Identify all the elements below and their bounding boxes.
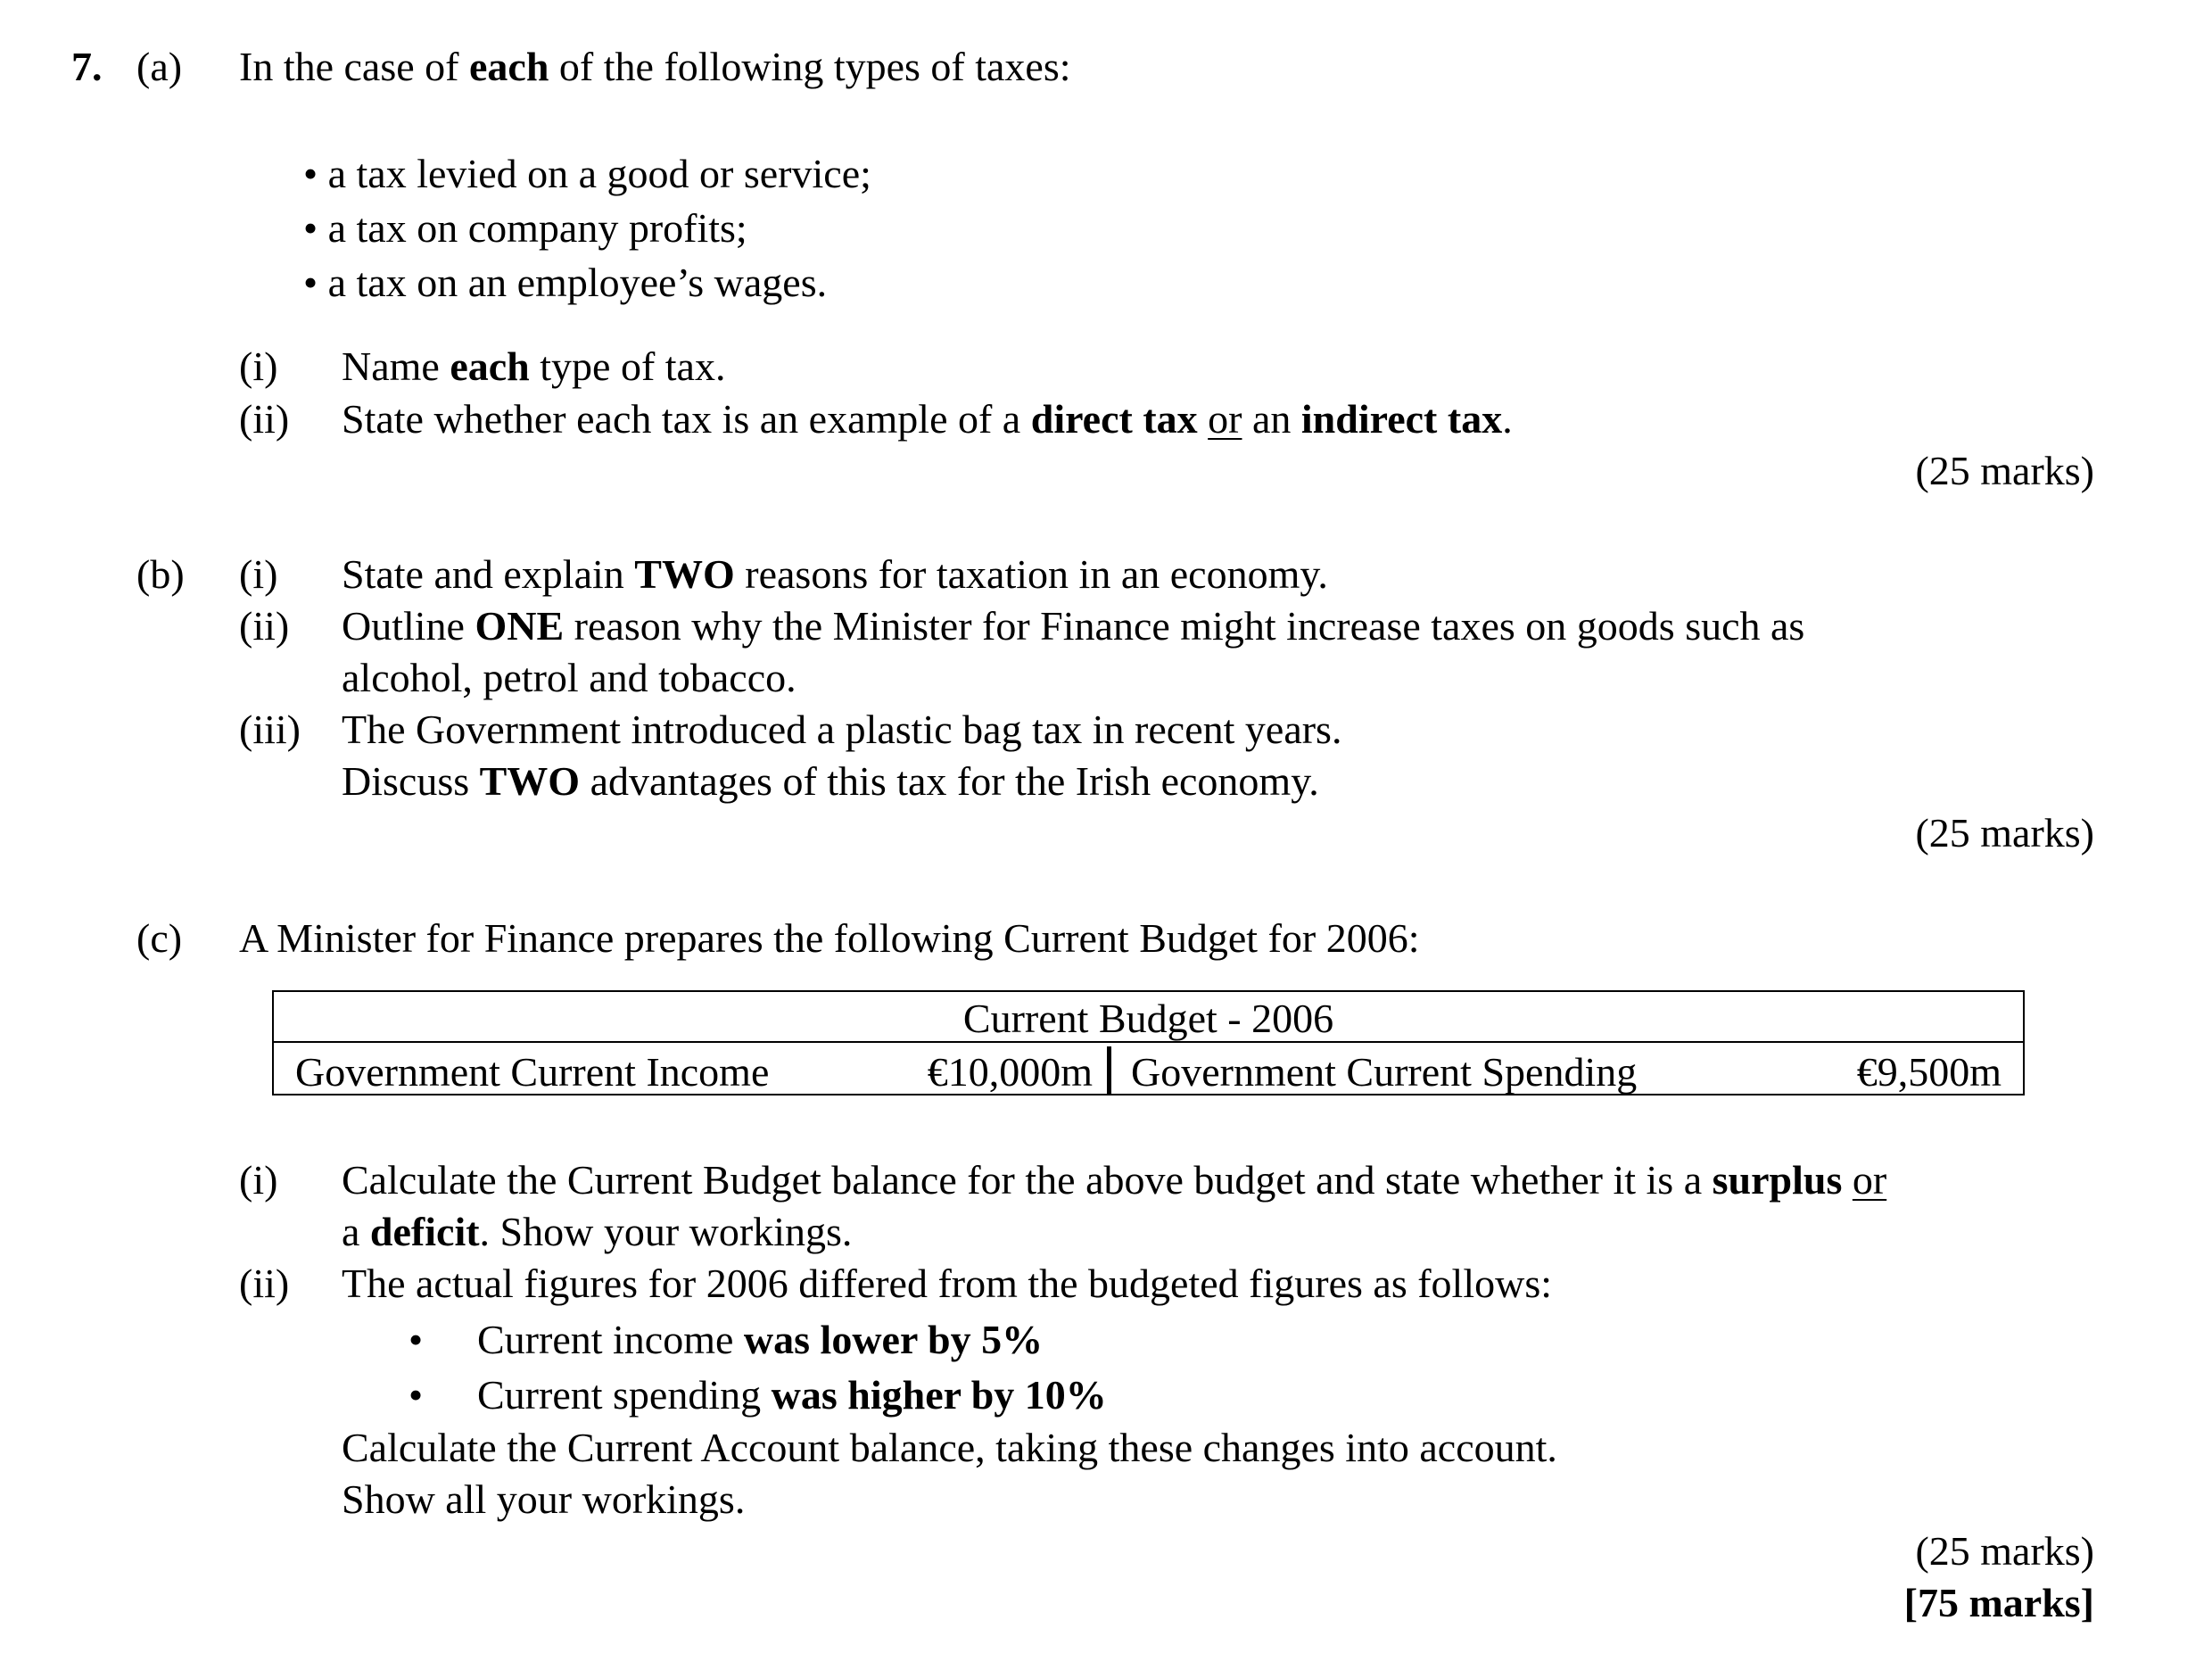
bullet-icon: • — [303, 205, 318, 251]
table-divider — [1107, 1046, 1111, 1095]
part-b-label: (b) — [136, 551, 185, 597]
bullet-icon: • — [303, 260, 318, 305]
income-value: €10,000m — [927, 1049, 1093, 1095]
current-budget-table — [272, 990, 2025, 1095]
part-c-ii-line3: Show all your workings. — [342, 1476, 746, 1522]
part-b-iii-line2: Discuss TWO advantages of this tax for the Irish economy. — [342, 758, 1319, 804]
part-b-ii-label: (ii) — [239, 603, 290, 649]
part-b-ii-line2: alcohol, petrol and tobacco. — [342, 655, 796, 700]
part-a-bullet: • a tax on an employee’s wages. — [303, 260, 828, 305]
part-c-ii-line2: Calculate the Current Account balance, taking these changes into account. — [342, 1425, 1557, 1470]
part-c-bullet-income: Current income was lower by 5% — [477, 1317, 1044, 1362]
income-label: Government Current Income — [295, 1049, 770, 1095]
part-a-intro: In the case of each of the following types of taxes: — [239, 44, 1071, 89]
part-c-intro: A Minister for Finance prepares the following Current Budget for 2006: — [239, 915, 1420, 961]
bullet-icon: • — [303, 151, 318, 196]
part-a-i-text: Name each type of tax. — [342, 343, 726, 389]
spending-label: Government Current Spending — [1131, 1049, 1638, 1095]
part-b-i-label: (i) — [239, 551, 278, 597]
part-c-i-label: (i) — [239, 1157, 278, 1203]
bullet-icon: • — [409, 1317, 424, 1362]
part-c-ii-label: (ii) — [239, 1261, 290, 1306]
part-c-ii-line1: The actual figures for 2006 differed from the budgeted figures as follows: — [342, 1261, 1552, 1306]
part-a-ii-label: (ii) — [239, 396, 290, 442]
part-a-bullet: • a tax levied on a good or service; — [303, 151, 871, 196]
table-title-row — [274, 992, 2023, 1043]
part-c-i-text: Calculate the Current Budget balance for the above budget and state whether it is a surplus or — [342, 1157, 1887, 1203]
part-a-marks: (25 marks) — [1915, 448, 2094, 493]
bullet-icon: • — [409, 1372, 424, 1418]
part-b-i-text: State and explain TWO reasons for taxation in an economy. — [342, 551, 1328, 597]
part-c-i-line2: a deficit. Show your workings. — [342, 1209, 853, 1254]
part-c-label: (c) — [136, 915, 183, 961]
part-a-bullet: • a tax on company profits; — [303, 205, 747, 251]
question-number: 7. — [71, 44, 103, 89]
part-a-i-label: (i) — [239, 343, 278, 389]
part-a-label: (a) — [136, 44, 183, 89]
part-a-ii-text: State whether each tax is an example of a direct tax or an indirect tax. — [342, 396, 1513, 442]
part-b-marks: (25 marks) — [1915, 810, 2094, 856]
spending-value: €9,500m — [1856, 1049, 2002, 1095]
part-c-bullet-spending: Current spending was higher by 10% — [477, 1372, 1107, 1418]
part-b-iii-label: (iii) — [239, 707, 301, 752]
part-b-iii-line1: The Government introduced a plastic bag tax in recent years. — [342, 707, 1342, 752]
total-marks: [75 marks] — [1903, 1580, 2094, 1625]
table-title: Current Budget - 2006 — [962, 996, 1334, 1041]
part-c-marks: (25 marks) — [1915, 1528, 2094, 1574]
part-b-ii-text: Outline ONE reason why the Minister for Finance might increase taxes on goods such as — [342, 603, 1805, 649]
